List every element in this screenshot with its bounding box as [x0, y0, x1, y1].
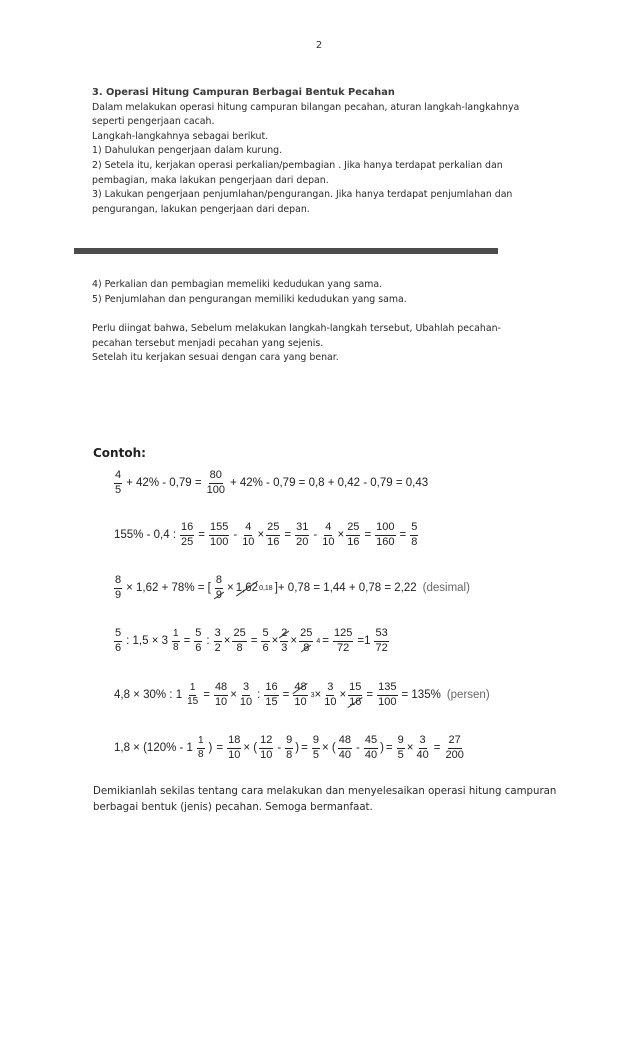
- fraction: $\frac{16}{25}$: [181, 521, 194, 548]
- step-line: 5) Penjumlahan dan pengurangan memiliki kedudukan yang sama.: [92, 293, 407, 305]
- note-line: Setelah itu kerjakan sesuai dengan cara yang benar.: [92, 352, 339, 364]
- fraction: $\frac{8}{9}$: [215, 574, 222, 601]
- fraction: $\frac{18}{10}$: [228, 734, 241, 761]
- section-heading: 3. Operasi Hitung Campuran Berbagai Bentuk Pecahan: [92, 87, 395, 98]
- fraction: $\frac{4}{10}$: [322, 521, 335, 548]
- example-equation-5: 4,8 × 30% : 1 $\frac{1}{15}$ = $\frac{48}{10}$ × $\frac{3}{10}$ : $\frac{16}{15}$ = $\frac{48}{10}$ 3 × $\frac{3}{10}$ × $\frac{15}{16}$ = $\frac{135}{100}$ = 135% (persen): [114, 681, 490, 708]
- rules-block-bottom: [92, 278, 512, 366]
- fraction: $\frac{53}{72}$: [375, 627, 388, 654]
- fraction: $\frac{5}{6}$: [115, 627, 122, 654]
- fraction: $\frac{2}{3}$: [281, 627, 288, 654]
- fraction: $\frac{5}{6}$: [262, 627, 269, 654]
- step-line: 2) Setela itu, kerjakan operasi perkalian/pembagian . Jika hanya terdapat perkalian dan: [92, 159, 503, 171]
- example-equation-4: $\frac{5}{6}$ : 1,5 × 3 $\frac{1}{8}$ = $\frac{5}{6}$ : $\frac{3}{2}$ × $\frac{25}{8}$ = $\frac{5}{6}$ × $\frac{2}{3}$ × $\frac{25}{8}$ 4 = $\frac{125}{72}$ =1 $\frac{53}{72}$: [115, 627, 388, 654]
- fraction: $\frac{25}{8}$: [233, 627, 246, 654]
- fraction: $\frac{31}{20}$: [296, 521, 309, 548]
- fraction: $\frac{48}{40}$: [338, 734, 351, 761]
- fraction: $\frac{5}{6}$: [195, 627, 202, 654]
- rules-block-top: [92, 86, 520, 217]
- cancelled-value: 1,62: [235, 582, 259, 595]
- fraction: $\frac{5}{8}$: [411, 521, 418, 548]
- fraction: $\frac{9}{5}$: [312, 734, 319, 761]
- step-line: pengurangan, lakukan pengerjaan dari depan.: [92, 203, 310, 215]
- closing-paragraph: [93, 784, 556, 816]
- note-desimal: (desimal): [422, 582, 470, 595]
- divider-bar: [74, 248, 498, 254]
- example-equation-1: $\frac{4}{5}$ + 42% - 0,79 = $\frac{80}{100}$ + 42% - 0,79 = 0,8 + 0,42 - 0,79 = 0,43: [115, 469, 429, 496]
- fraction: $\frac{100}{160}$: [376, 521, 395, 548]
- page-number: 2: [315, 40, 323, 51]
- fraction: $\frac{3}{10}$: [239, 681, 253, 708]
- fraction: $\frac{12}{10}$: [260, 734, 273, 761]
- fraction: $\frac{25}{8}$: [300, 627, 313, 654]
- example-equation-3: $\frac{8}{9}$ × 1,62 + 78% = [ $\frac{8}{9}$ × 1,62 0,18 ]+ 0,78 = 1,44 + 0,78 = 2,22 (desimal): [115, 574, 470, 601]
- intro-line: seperti pengerjaan cacah.: [92, 116, 215, 128]
- example-equation-6: 1,8 × (120% - 1 $\frac{1}{8}$ ) = $\frac{18}{10}$ × ( $\frac{12}{10}$ - $\frac{9}{8}$ ) = $\frac{9}{5}$ × ( $\frac{48}{40}$ - $\frac{45}{40}$ ) = $\frac{9}{5}$ × $\frac{3}{40}$ = $\frac{27}{200}$: [114, 734, 464, 761]
- fraction: $\frac{48}{10}$: [214, 681, 228, 708]
- fraction: $\frac{16}{15}$: [265, 681, 278, 708]
- fraction: $\frac{125}{72}$: [334, 627, 353, 654]
- step-line: 4) Perkalian dan pembagian memeliki kedudukan yang sama.: [92, 279, 383, 290]
- fraction: $\frac{1}{8}$: [197, 735, 204, 760]
- fraction: $\frac{9}{5}$: [397, 734, 404, 761]
- fraction: $\frac{3}{2}$: [214, 627, 221, 654]
- fraction: $\frac{1}{8}$: [173, 628, 179, 653]
- fraction: $\frac{9}{8}$: [286, 734, 293, 761]
- note-line: pecahan tersebut menjadi pecahan yang sejenis.: [92, 337, 324, 349]
- fraction: $\frac{155}{100}$: [209, 521, 229, 548]
- fraction: $\frac{25}{16}$: [267, 521, 280, 548]
- fraction: $\frac{27}{200}$: [445, 734, 464, 761]
- fraction: $\frac{3}{10}$: [324, 681, 337, 708]
- note-line: Perlu diingat bahwa, Sebelum melakukan langkah-langkah tersebut, Ubahlah pecahan-: [92, 323, 501, 335]
- fraction: $\frac{8}{9}$: [115, 574, 122, 601]
- fraction: $\frac{135}{100}$: [378, 681, 397, 708]
- example-label: Contoh:: [93, 446, 146, 460]
- fraction: $\frac{80}{100}$: [206, 469, 225, 496]
- step-line: 3) Lakukan pengerjaan penjumlahan/pengurangan. Jika hanya terdapat penjumlahan dan: [92, 189, 513, 201]
- example-equation-2: 155% - 0,4 : $\frac{16}{25}$ = $\frac{155}{100}$ - $\frac{4}{10}$ × $\frac{25}{16}$ = $\frac{31}{20}$ - $\frac{4}{10}$ × $\frac{25}{16}$ = $\frac{100}{160}$ = $\frac{5}{8}$: [114, 521, 418, 548]
- intro-line: Dalam melakukan operasi hitung campuran bilangan pecahan, aturan langkah-langkahnya: [92, 101, 520, 113]
- fraction: $\frac{4}{10}$: [242, 521, 255, 548]
- fraction: $\frac{25}{16}$: [347, 521, 360, 548]
- fraction: $\frac{4}{5}$: [115, 469, 122, 496]
- closing-line: berbagai bentuk (jenis) pecahan. Semoga bermanfaat.: [93, 801, 373, 813]
- closing-line: Demikianlah sekilas tentang cara melakukan dan menyelesaikan operasi hitung campuran: [93, 786, 557, 797]
- fraction: $\frac{45}{40}$: [364, 734, 378, 761]
- note-persen: (persen): [446, 689, 490, 702]
- fraction: $\frac{1}{15}$: [187, 682, 199, 707]
- step-line: 1) Dahulukan pengerjaan dalam kurung.: [92, 145, 283, 157]
- step-line: pembagian, maka lakukan pengerjaan dari depan.: [92, 174, 329, 186]
- fraction: $\frac{3}{40}$: [416, 734, 429, 761]
- fraction: $\frac{48}{10}$: [294, 681, 307, 708]
- intro-line: Langkah-langkahnya sebagai berikut.: [92, 130, 269, 142]
- fraction: $\frac{15}{16}$: [349, 681, 362, 708]
